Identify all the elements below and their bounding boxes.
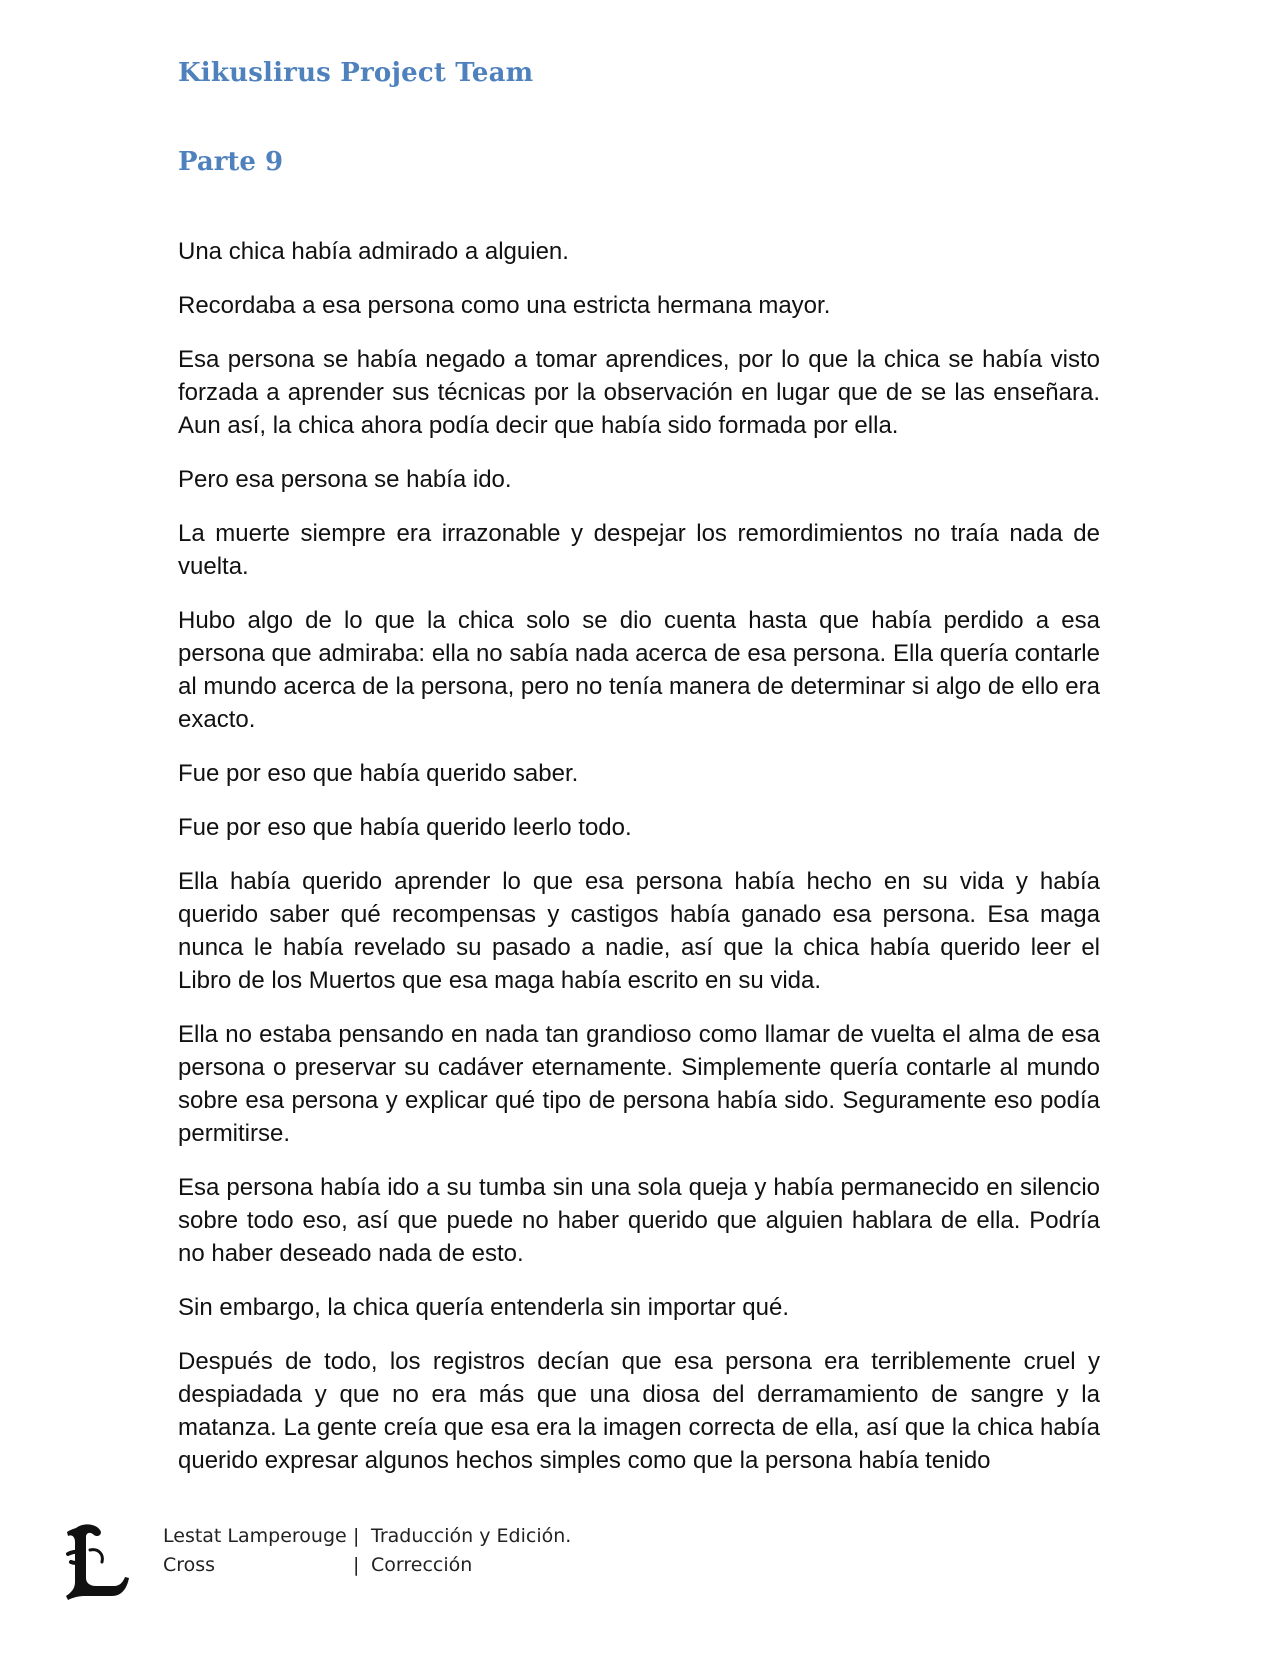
gothic-letter-L-logo-icon xyxy=(62,1520,132,1600)
body-text xyxy=(178,235,1100,1498)
paragraph: Hubo algo de lo que la chica solo se dio cuenta hasta que había perdido a esa persona que admiraba: ella no sabía nada acerca de esa persona. Ella quería contarle al mundo acerca de la persona, pero no tenía manera de determinar si algo de ello era exacto. xyxy=(178,607,1100,733)
footer-credits xyxy=(163,1522,571,1580)
paragraph: Recordaba a esa persona como una estricta hermana mayor. xyxy=(178,292,831,319)
paragraph: Después de todo, los registros decían que esa persona era terriblemente cruel y despiadada y que no era más que una diosa del derramamiento de sangre y la matanza. La gente creía que esa era la imagen correcta de ella, así que la chica había querido expresar algunos hechos simples como que la persona había tenido xyxy=(178,1348,1100,1474)
paragraph: Ella no estaba pensando en nada tan grandioso como llamar de vuelta el alma de esa persona o preservar su cadáver eternamente. Simplemente quería contarle al mundo sobre esa persona y explicar qué tipo de persona había sido. Seguramente eso podía permitirse. xyxy=(178,1021,1100,1147)
paragraph: Una chica había admirado a alguien. xyxy=(178,238,569,265)
paragraph: Pero esa persona se había ido. xyxy=(178,466,512,493)
credit-name: Cross xyxy=(163,1554,216,1576)
credit-row xyxy=(163,1551,571,1580)
paragraph: Esa persona había ido a su tumba sin una sola queja y había permanecido en silencio sobre todo eso, así que puede no haber querido que alguien hablara de ella. Podría no haber deseado nada de esto. xyxy=(178,1174,1100,1267)
paragraph: Sin embargo, la chica quería entenderla sin importar qué. xyxy=(178,1294,790,1321)
paragraph: Fue por eso que había querido leerlo todo. xyxy=(178,814,632,841)
section-title: Parte 9 xyxy=(178,147,284,177)
credit-role: Traducción y Edición. xyxy=(371,1525,572,1547)
paragraph: La muerte siempre era irrazonable y despejar los remordimientos no traía nada de vuelta. xyxy=(178,520,1100,580)
credit-row xyxy=(163,1522,571,1551)
paragraph: Esa persona se había negado a tomar aprendices, por lo que la chica se había visto forzada a aprender sus técnicas por la observación en lugar que de se las enseñara. Aun así, la chica ahora podía decir que había sido formada por ella. xyxy=(178,346,1100,439)
credit-role: Corrección xyxy=(371,1554,473,1576)
credit-separator: | xyxy=(353,1525,360,1547)
header-title: Kikuslirus Project Team xyxy=(178,58,534,88)
credit-separator: | xyxy=(353,1554,360,1576)
paragraph: Ella había querido aprender lo que esa persona había hecho en su vida y había querido saber qué recompensas y castigos había ganado esa persona. Esa maga nunca le había revelado su pasado a nadie, así que la chica había querido leer el Libro de los Muertos que esa maga había escrito en su vida. xyxy=(178,868,1100,994)
paragraph: Fue por eso que había querido saber. xyxy=(178,760,579,787)
credit-name: Lestat Lamperouge xyxy=(163,1525,347,1547)
